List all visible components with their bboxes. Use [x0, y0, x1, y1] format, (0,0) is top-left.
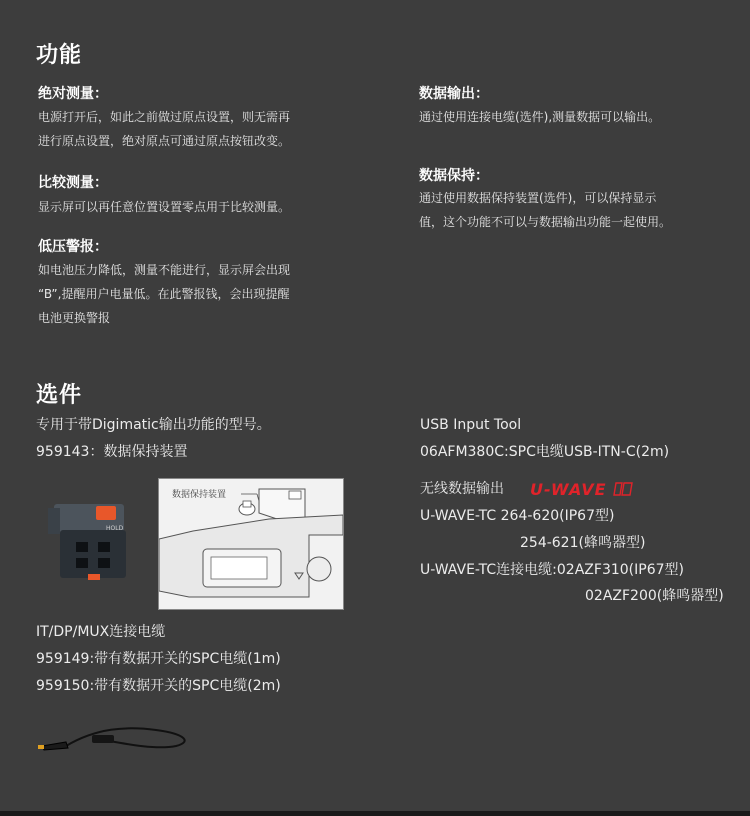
text-line: 通过使用数据保持装置(选件)，可以保持显示	[419, 191, 657, 205]
text-line: 959149:带有数据开关的SPC电缆(1m)	[36, 651, 281, 667]
text-line: “B”,提醒用户电量低。在此警报钱，会出现提醒	[38, 287, 290, 301]
hold-label: HOLD	[106, 525, 124, 532]
low-voltage-title: 低压警报：	[38, 239, 108, 255]
data-hold-device-image	[44, 500, 136, 586]
absolute-measure-title: 绝对测量：	[38, 86, 108, 102]
text-line: 通过使用连接电缆(选件),测量数据可以输出。	[419, 110, 661, 124]
text-line: 专用于带Digimatic输出功能的型号。	[36, 417, 271, 433]
uwave-logo: U-WAVE	[530, 480, 607, 499]
text-line: 进行原点设置，绝对原点可通过原点按钮改变。	[38, 134, 291, 148]
text-line: IT/DP/MUX连接电缆	[36, 624, 166, 640]
text-line: 电池更换警报	[38, 311, 111, 325]
uwave-cable-line2: 02AZF200(蜂鸣器型)	[585, 588, 724, 604]
data-hold-diagram	[158, 478, 344, 610]
uwave-logo-mark	[612, 481, 636, 497]
diagram-label: 数据保持装置	[172, 490, 227, 500]
uwave-tc-line1: U-WAVE-TC 264-620(IP67型)	[420, 508, 615, 524]
absolute-measure-text	[38, 105, 290, 153]
options-title: 选件	[36, 383, 83, 408]
text-line: 值，这个功能不可以与数据输出功能一起使用。	[419, 215, 672, 229]
text-line: 959150:带有数据开关的SPC电缆(2m)	[36, 678, 281, 694]
cable-text	[36, 619, 281, 700]
text-line: 显示屏可以再任意位置设置零点用于比较测量。	[38, 200, 291, 214]
uwave-tc-line2: 254-621(蜂鸣器型)	[520, 535, 646, 551]
data-output-text	[419, 105, 660, 129]
data-output-title: 数据输出：	[419, 86, 489, 102]
text-line: USB Input Tool	[420, 417, 522, 433]
data-hold-text	[419, 186, 671, 234]
bottom-divider	[0, 811, 750, 816]
text-line: 电源打开后，如此之前做过原点设置，则无需再	[38, 110, 291, 124]
text-line: 如电池压力降低，测量不能进行，显示屏会出现	[38, 263, 291, 277]
compare-measure-text	[38, 195, 290, 219]
text-line: 959143：数据保持装置	[36, 444, 188, 460]
spc-cable-image	[36, 716, 196, 756]
data-hold-title: 数据保持：	[419, 168, 489, 184]
options-left-text	[36, 412, 271, 466]
uwave-cable-line1: U-WAVE-TC连接电缆:02AZF310(IP67型)	[420, 562, 684, 578]
low-voltage-text	[38, 258, 290, 330]
text-line: 06AFM380C:SPC电缆USB-ITN-C(2m)	[420, 444, 670, 460]
compare-measure-title: 比较测量：	[38, 175, 108, 191]
usb-tool-text	[420, 412, 669, 466]
functions-title: 功能	[36, 43, 83, 68]
wireless-output-label: 无线数据输出	[420, 481, 504, 497]
